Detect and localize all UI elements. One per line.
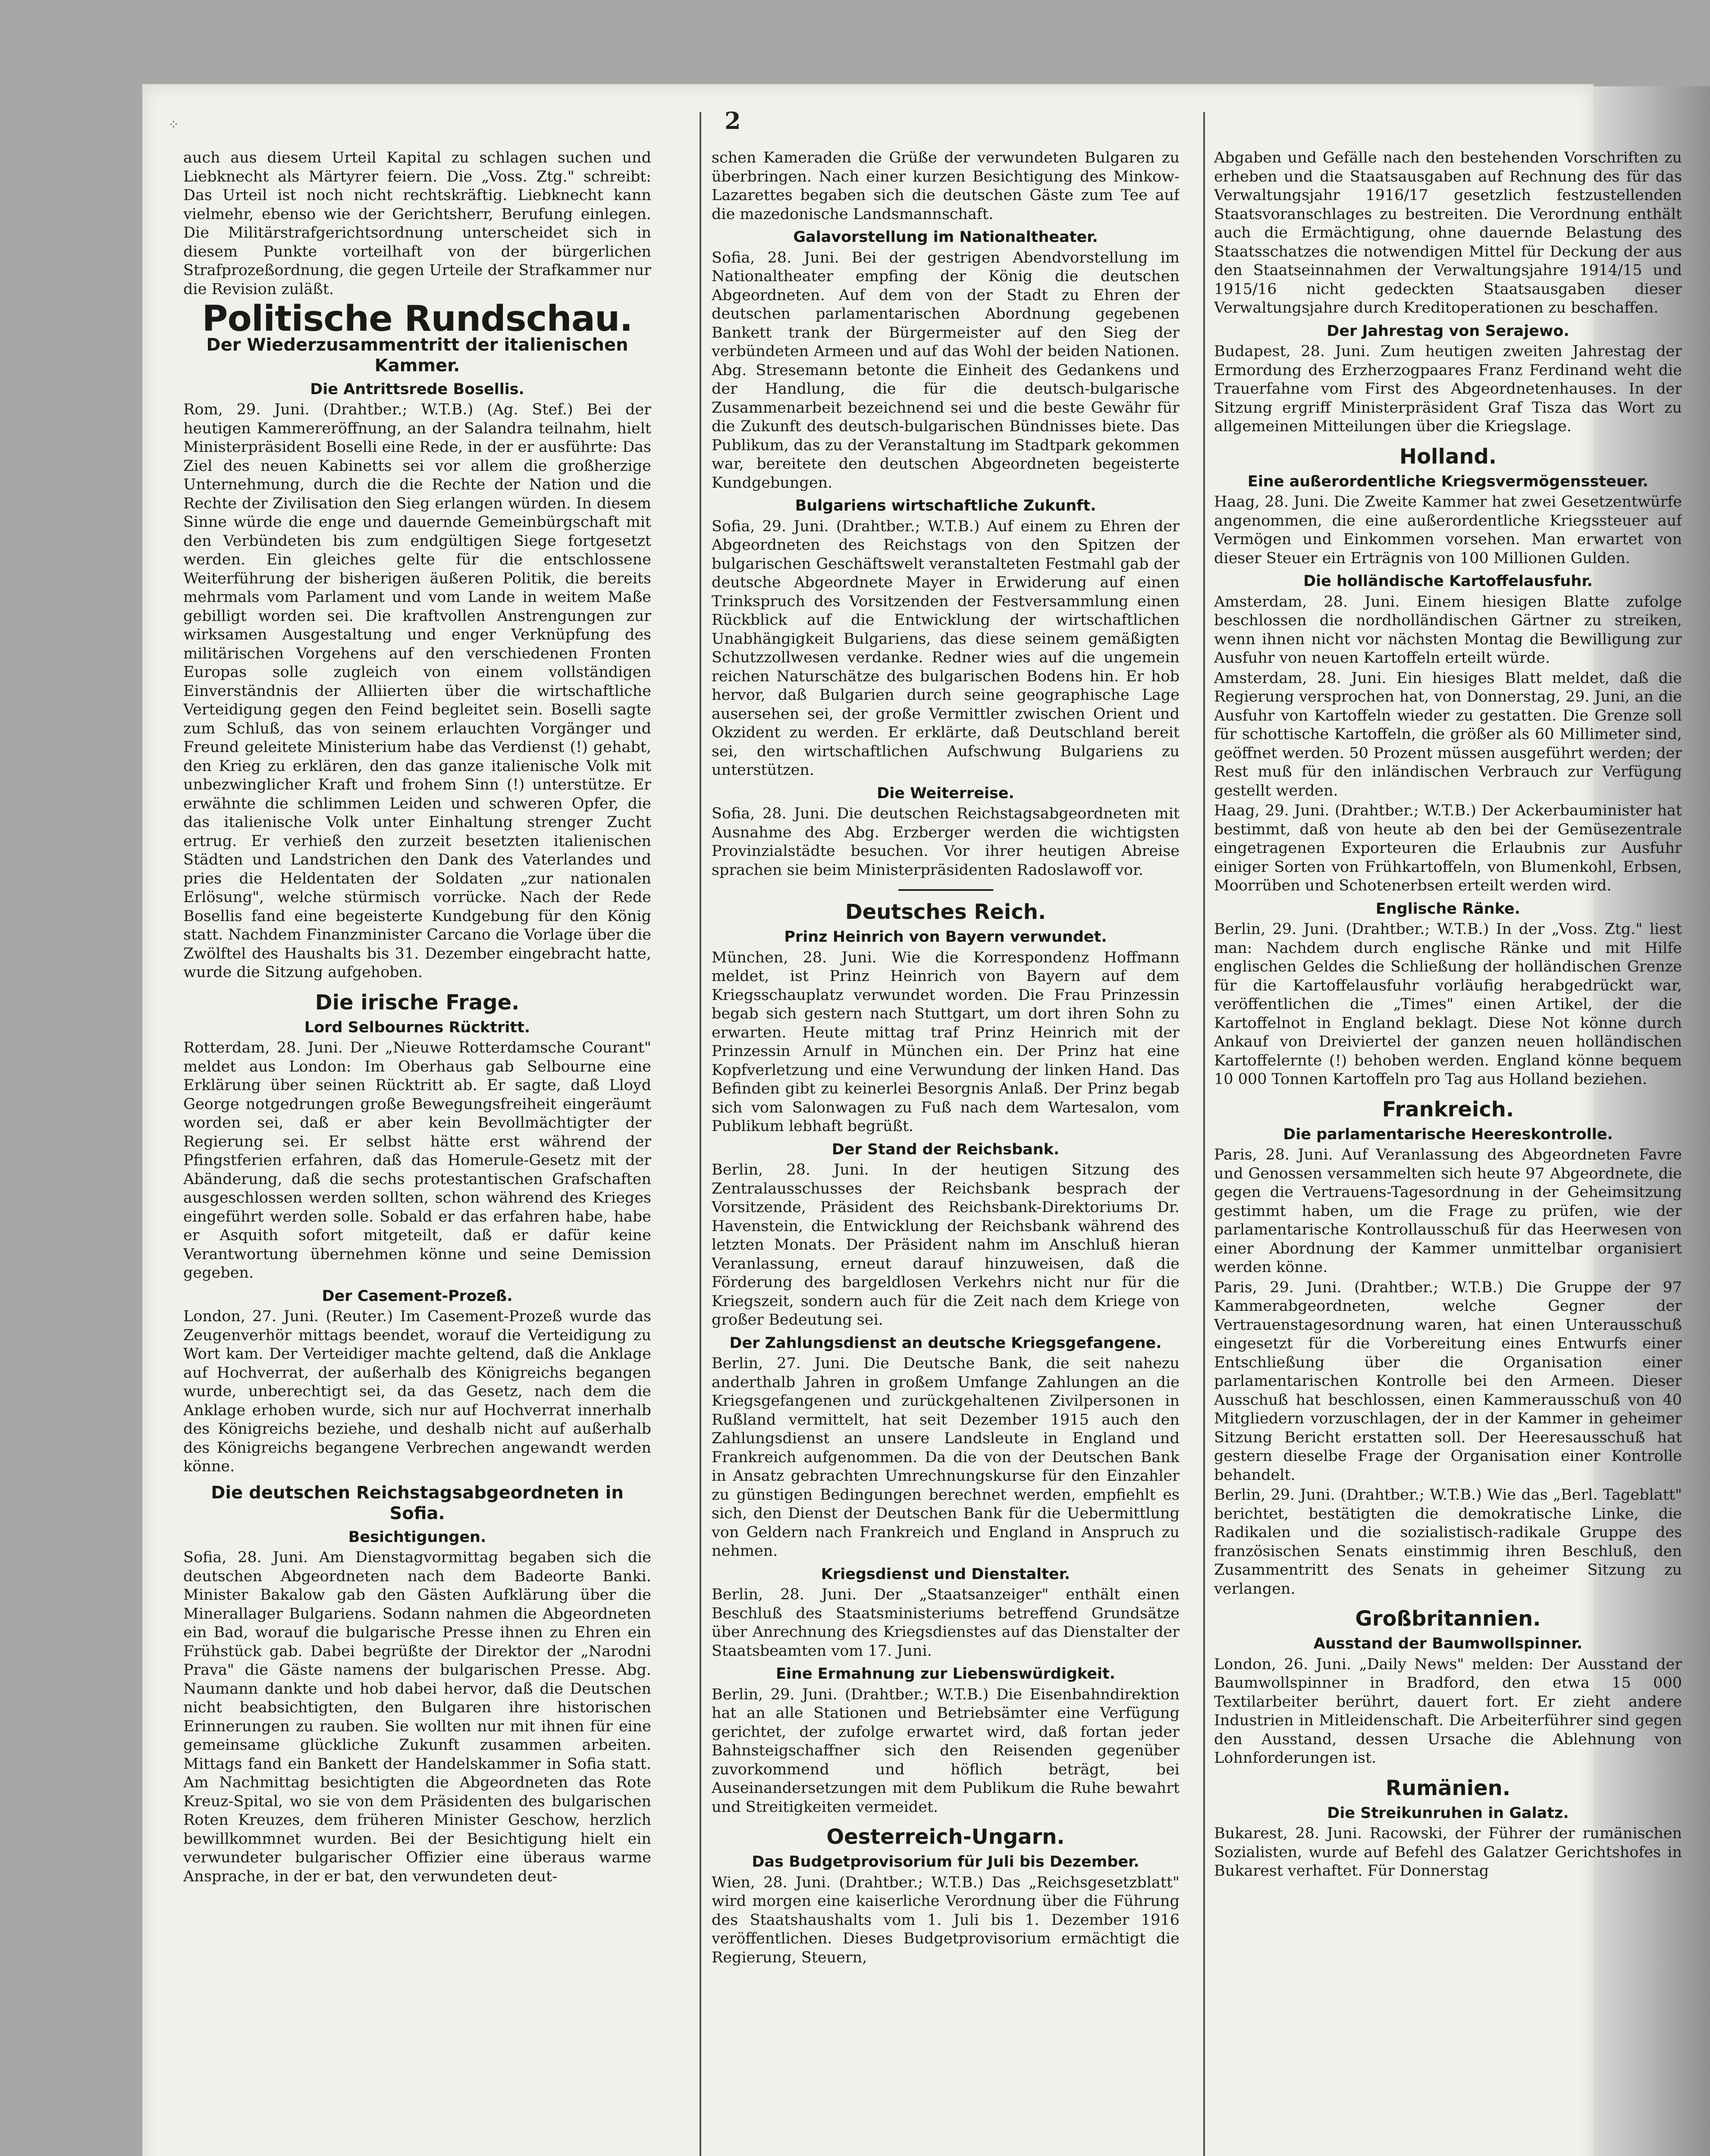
article-text: Rotterdam, 28. Juni. Der „Nieuwe Rotterdamsche Courant" meldet aus London: Im Oberhaus gab Selbourne eine Erklärung über seinen Rücktritt ab. Er sagte, daß Lloyd George notgedrungen große Bewegungsfreiheit eingeräumt worden sei, daß er aber kein Bevollmächtigter der Regierung sei. Er selbst hätte erst während der Pfingstferien erfahren, daß das Homerule-Gesetz mit der Abänderung, daß die sechs protestantischen Grafschaften ausgeschlossen werden sollten, schon während des Krieges eingeführt werden solle. Sobald er das erfahren habe, habe er Asquith sofort mitgeteilt, daß er dafür keine Verantwortung übernehmen könne und seine Demission gegeben.	[183, 1039, 651, 1282]
article-text: Rom, 29. Juni. (Drahtber.; W.T.B.) (Ag. Stef.) Bei der heutigen Kammereröffnung, an der Salandra teilnahm, hielt Ministerpräsident Boselli eine Rede, in der er ausführte: Das Ziel des neuen Kabinetts sei vor allem die großherzige Unternehmung, durch die die Rechte der Nation und die Rechte der Zivilisation den Sieg erlangen würden. In diesem Sinne würde die enge und dauernde Gemeinbürgschaft mit den Verbündeten bis zum endgültigen Siege fortgesetzt werden. Ein gleiches gelte für die entschlossene Weiterführung der bisherigen äußeren Politik, die bereits mehrmals vom Parlament und vom Lande in weitem Maße gebilligt worden sei. Die kraftvollen Anstrengungen zur wirksamen Ausgestaltung und enger Verknüpfung des militärischen Vorgehens auf den verschiedenen Fronten Europas solle zugleich von einem vollständigen Einverständnis der Alliierten über die wirtschaftliche Verteidigung gegen den Feind begleitet sein. Boselli sagte zum Schluß, das von seinem erlauchten Vorgänger und Freund geleitete Ministerium habe das Verdienst (!) gehabt, den Krieg zu erklären, den das ganze italienische Volk mit unbezwinglicher Kraft und frohem Sinn (!) unterstütze. Er erwähnte die schlimmen Leiden und schweren Opfer, die das italienische Volk unter Einhaltung strenger Zucht ertrug. Er verhieß den zurzeit besetzten italienischen Städten und Landstrichen den Dank des Vaterlandes und pries die Heldentaten der Soldaten „zur nationalen Erlösung", welche stürmisch vorrücke. Nach der Rede Bosellis fand eine begeisterte Kundgebung für den König statt. Nachdem Finanzminister Carcano die Vorlage über die Zwölftel des Haushalts bis 31. Dezember eingebracht hatte, wurde die Sitzung aufgehoben.	[183, 401, 651, 981]
article-headline: Großbritannien.	[1355, 1607, 1541, 1631]
article-text: Sofia, 28. Juni. Die deutschen Reichstagsabgeordneten mit Ausnahme des Abg. Erzberger werden die wichtigsten Provinzialstädte besuchen. Vor ihrer heutigen Abreise sprachen sie beim Ministerpräsidenten Radoslawoff vor.	[712, 805, 1180, 879]
article-headline: Die irische Frage.	[315, 990, 520, 1015]
article-text: London, 26. Juni. „Daily News" melden: Der Ausstand der Baumwollspinner in Bradford, den etwa 15 000 Textilarbeiter berührt, dauert fort. Er zieht andere Industrien in Mitleidenschaft. Die Arbeiterführer sind gegen den Ausstand, dessen Ursache die Ablehnung von Lohnforderungen ist.	[1214, 1655, 1682, 1767]
article-subheadline: Das Budgetprovisorium für Juli bis Dezember.	[752, 1853, 1139, 1871]
column-rule-1	[700, 112, 701, 2156]
article-text: Berlin, 29. Juni. (Drahtber.; W.T.B.) Wie das „Berl. Tageblatt" berichtet, bestätigten die demokratische Linke, die Radikalen und die sozialistisch-radikale Gruppe des französischen Senats einstimmig ihren Beschluß, den Zusammentritt des Senats in geheimer Sitzung zu verlangen.	[1214, 1486, 1682, 1598]
article-subheadline: Der Stand der Reichsbank.	[831, 1141, 1060, 1158]
article-subheadline: Die Weiterreise.	[877, 784, 1014, 802]
article-subheadline: Die Antrittsrede Bosellis.	[310, 380, 524, 398]
article-text: Haag, 29. Juni. (Drahtber.; W.T.B.) Der Ackerbauminister hat bestimmt, daß von heute ab den bei der Gemüsezentrale eingetragenen Exporteuren die Erlaubnis zur Ausfuhr einiger Sorten von Frühkartoffeln, von Blumenkohl, Erbsen, Moorrüben und Schotenerbsen erteilt werden wird.	[1214, 802, 1682, 894]
column-rule-2	[1203, 112, 1205, 2156]
page-number: 2	[725, 107, 741, 135]
article-text: Bukarest, 28. Juni. Racowski, der Führer der rumänischen Sozialisten, wurde auf Befehl des Galatzer Gerichtshofes in Bukarest verhaftet. Für Donnerstag	[1214, 1825, 1682, 1880]
article-text: Berlin, 27. Juni. Die Deutsche Bank, die seit nahezu anderthalb Jahren in großem Umfange Zahlungen an die Kriegsgefangenen und zurückgehaltenen Zivilpersonen in Rußland vermittelt, hat seit Dezember 1915 auch den Zahlungsdienst an unsere Landsleute in England und Frankreich aufgenommen. Da die von der Deutschen Bank in Ansatz gebrachten Umrechnungskurse für den Einzahler zu günstigen Bedingungen berechnet werden, empfiehlt es sich, den Dienst der Deutschen Bank für die Uebermittlung von Geldern nach Frankreich und England in Anspruch zu nehmen.	[712, 1355, 1180, 1560]
article-subheadline: Eine außerordentliche Kriegsvermögenssteuer.	[1247, 473, 1649, 490]
article-text: Haag, 28. Juni. Die Zweite Kammer hat zwei Gesetzentwürfe angenommen, die eine außerordentliche Kriegssteuer auf Vermögen und Einkommen vorsehen. Man erwartet von dieser Steuer ein Erträgnis von 100 Millionen Gulden.	[1214, 493, 1682, 567]
article-text: Amsterdam, 28. Juni. Ein hiesiges Blatt meldet, daß die Regierung versprochen hat, von Donnerstag, 29. Juni, an die Ausfuhr von Kartoffeln wieder zu gestatten. Die Grenze soll für schottische Kartoffeln, die größer als 60 Millimeter sind, geöffnet werden. 50 Prozent müssen ausgeführt werden; der Rest muß für den inländischen Verbrauch zur Verfügung gestellt werden.	[1214, 669, 1682, 799]
article-subheadline: Der Zahlungsdienst an deutsche Kriegsgefangene.	[729, 1334, 1162, 1352]
article-subheadline: Die parlamentarische Heereskontrolle.	[1283, 1125, 1613, 1143]
article-text: Budapest, 28. Juni. Zum heutigen zweiten Jahrestag der Ermordung des Erzherzogpaares Franz Ferdinand weht die Trauerfahne vom First des Abgeordnetenhauses. In der Sitzung ergriff Ministerpräsident Graf Tisza das Wort zu allgemeinen Mitteilungen über die Kriegslage.	[1214, 343, 1682, 435]
article-text: Paris, 29. Juni. (Drahtber.; W.T.B.) Die Gruppe der 97 Kammerabgeordneten, welche Gegner der Vertrauenstagesordnung waren, hat einen Unterausschuß eingesetzt für die Vorbereitung eines Entwurfs einer Entschließung über die Organisation einer parlamentarischen Kontrolle bei den Armeen. Dieser Ausschuß hat beschlossen, einen Kammerausschuß von 40 Mitgliedern vorzuschlagen, der in der Kammer in geheimer Sitzung Bericht erstatten soll. Der Heeresausschuß hat gestern dieselbe Frage der Organisation einer Kontrolle behandelt.	[1214, 1279, 1682, 1484]
article-text: auch aus diesem Urteil Kapital zu schlagen suchen und Liebknecht als Märtyrer feiern. Die „Voss. Ztg." schreibt: Das Urteil ist noch nicht rechtskräftig. Liebknecht kann vielmehr, ebenso wie der Gerichtsherr, Berufung einlegen. Die Militärstrafgerichtsordnung unterscheidet sich in diesem Punkte vorteilhaft von der bürgerlichen Strafprozeßordnung, die gegen Urteile der Strafkammer nur die Revision zuläßt.	[183, 149, 651, 298]
article-text: Berlin, 28. Juni. In der heutigen Sitzung des Zentralausschusses der Reichsbank besprach der Vorsitzende, Präsident des Reichsbank-Direktoriums Dr. Havenstein, die Entwicklung der Reichsbank während des letzten Monats. Der Präsident nahm im Anschluß hieran Veranlassung, erneut darauf hinzuweisen, daß die Förderung des bargeldlosen Verkehrs nicht nur für die Kriegszeit, sondern auch für die Zeit nach dem Kriege von großer Bedeutung sei.	[712, 1161, 1180, 1329]
article-headline: Oesterreich-Ungarn.	[826, 1825, 1065, 1849]
article-text: London, 27. Juni. (Reuter.) Im Casement-Prozeß wurde das Zeugenverhör mittags beendet, worauf die Verteidigung zu Wort kam. Der Verteidiger machte geltend, daß die Anklage auf Hochverrat, der außerhalb des Königreichs begangen wurde, unberechtigt sei, da das Gesetz, nach dem die Anklage erhoben wurde, sich nur auf Hochverrat innerhalb des Königreichs beziehe, und deshalb nicht auf außerhalb des Königreichs begangene Verbrechen angewandt werden könne.	[183, 1308, 651, 1475]
article-subheadline: Der Casement-Prozeß.	[322, 1287, 513, 1305]
article-text: Sofia, 28. Juni. Bei der gestrigen Abendvorstellung im Nationaltheater empfing der König die deutschen Abgeordneten. Auf dem von der Stadt zu Ehren der deutschen parlamentarischen Abordnung gegebenen Bankett trank der Bürgermeister auf den Sieg der verbündeten Armeen und auf das Wohl der beiden Nationen. Abg. Stresemann betonte die Einheit des Gedankens und der Handlung, die für die deutsch-bulgarische Zusammenarbeit bezeichnend sei und die beste Gewähr für die Zukunft des deutsch-bulgarischen Bündnisses biete. Das Publikum, das zu der Veranstaltung im Stadtpark gekommen war, bereitete den deutschen Abgeordneten begeisterte Kundgebungen.	[712, 249, 1180, 492]
article-headline: Der Wiederzusammentritt der italienischen Kammer.	[206, 335, 628, 376]
article-text: Berlin, 29. Juni. (Drahtber.; W.T.B.) Die Eisenbahndirektion hat an alle Stationen und Betriebsämter eine Verfügung gerichtet, der zufolge erwartet wird, daß fortan jeder Bahnsteigschaffner sich den Reisenden gegenüber zuvorkommend und höflich beträgt, bei Auseinandersetzungen mit dem Publikum die Ruhe bewahrt und Streitigkeiten vermeidet.	[712, 1686, 1180, 1816]
article-text: Abgaben und Gefälle nach den bestehenden Vorschriften zu erheben und die Staatsausgaben auf Rechnung des für das Verwaltungsjahr 1916/17 gesetzlich festzustellenden Staatsvoranschlages zu bestreiten. Die Verordnung enthält auch die Ermächtigung, ohne dauernde Belastung des Staatsschatzes die notwendigen Mittel für Deckung der aus den Staatseinnahmen der Verwaltungsjahre 1914/15 und 1915/16 nicht gedeckten Staatsausgaben dieser Verwaltungsjahre durch Kreditoperationen zu beschaffen.	[1214, 149, 1682, 317]
column-1	[183, 149, 651, 2156]
article-subheadline: Ausstand der Baumwollspinner.	[1313, 1635, 1583, 1652]
article-headline: Holland.	[1399, 444, 1497, 469]
article-subheadline: Galavorstellung im Nationaltheater.	[793, 229, 1098, 246]
article-text: Sofia, 28. Juni. Am Dienstagvormittag begaben sich die deutschen Abgeordneten nach dem Badeorte Banki. Minister Bakalow gab den Gästen Aufklärung über die Minerallager Bulgariens. Sodann nahmen die Abgeordneten ein Bad, worauf die bulgarische Presse ihnen zu Ehren ein Frühstück gab. Dabei begrüßte der Direktor der „Narodni Prava" die Gäste namens der bulgarischen Presse. Abg. Naumann dankte und hob dabei hervor, daß die Deutschen nicht beabsichtigten, den Bulgaren ihre historischen Erinnerungen zu rauben. Sie wollten nur mit ihnen für eine gemeinsame glückliche Zukunft zusammen arbeiten. Mittags fand ein Bankett der Handelskammer in Sofia statt. Am Nachmittag besichtigten die Abgeordneten das Rote Kreuz-Spital, wo sie von dem Präsidenten des bulgarischen Roten Kreuzes, dem früheren Minister Geschow, herzlich bewillkommnet wurden. Bei der Besichtigung hielt ein verwundeter bulgarischer Offizier eine überaus warme Ansprache, in der er bat, den verwundeten deut-	[183, 1549, 651, 1885]
article-text: Amsterdam, 28. Juni. Einem hiesigen Blatte zufolge beschlossen die nordholländischen Gärtner zu streiken, wenn ihnen nicht vor nächsten Montag die Bewilligung zur Ausfuhr von neuen Kartoffeln erteilt würde.	[1214, 593, 1682, 667]
article-text: Berlin, 28. Juni. Der „Staatsanzeiger" enthält einen Beschluß des Staatsministeriums betreffend Grundsätze über Anrechnung des Kriegsdienstes auf das Dienstalter der Staatsbeamten vom 17. Juni.	[712, 1586, 1180, 1660]
article-text: Sofia, 29. Juni. (Drahtber.; W.T.B.) Auf einem zu Ehren der Abgeordneten des Reichstags von den Spitzen der bulgarischen Geschäftswelt veranstalteten Festmahl gab der deutsche Abgeordnete Mayer in Erwiderung auf einen Trinkspruch des Vorsitzenden der Festversammlung einen Rückblick auf die Entwicklung der wirtschaftlichen Unabhängigkeit Bulgariens, das diese seinem gemäßigten Schutzzollwesen verdanke. Redner wies auf die ungemein reichen Naturschätze des bulgarischen Bodens hin. Er hob hervor, daß Bulgarien durch seine geographische Lage ausersehen sei, der große Vermittler zwischen Orient und Okzident zu werden. Er erklärte, daß Deutschland bereit sei, den wirtschaftlichen Aufschwung Bulgariens zu unterstützen.	[712, 517, 1180, 779]
separator-rule	[898, 889, 993, 891]
article-text: München, 28. Juni. Wie die Korrespondenz Hoffmann meldet, ist Prinz Heinrich von Bayern auf dem Kriegsschauplatz verwundet worden. Die Frau Prinzessin begab sich gestern nach Stuttgart, um dort ihren Sohn zu erwarten. Heute mittag traf Prinz Heinrich mit der Prinzessin Arnulf in München ein. Der Prinz hat eine Kopfverletzung und eine Verwundung der linken Hand. Das Befinden gibt zu keinerlei Besorgnis Anlaß. Der Prinz begab sich vom Salonwagen zu Fuß nach dem Wartesalon, vom Publikum lebhaft begrüßt.	[712, 949, 1180, 1135]
article-headline: Die deutschen Reichstagsabgeordneten in Sofia.	[211, 1482, 624, 1523]
article-text: Berlin, 29. Juni. (Drahtber.; W.T.B.) In der „Voss. Ztg." liest man: Nachdem durch englische Ränke und mit Hilfe englischen Geldes die Schließung der holländischen Grenze für die Kartoffelausfuhr vorläufig herabgedrückt war, veröffentlichen die „Times" einen Artikel, der die Kartoffelnot in England beklagt. Diese Not könne durch Ankauf von Dreiviertel der ganzen neuen holländischen Kartoffelernte (!) behoben werden. England könne bequem 10 000 Tonnen Kartoffeln pro Tag aus Holland beziehen.	[1214, 921, 1682, 1088]
article-text: schen Kameraden die Grüße der verwundeten Bulgaren zu überbringen. Nach einer kurzen Besichtigung des Minkow-Lazarettes begaben sich die deutschen Gäste zum Tee auf die mazedonische Landsmannschaft.	[712, 149, 1180, 223]
article-subheadline: Besichtigungen.	[348, 1528, 486, 1546]
article-subheadline: Kriegsdienst und Dienstalter.	[821, 1565, 1070, 1583]
article-subheadline: Die Streikunruhen in Galatz.	[1327, 1804, 1569, 1822]
article-subheadline: Bulgariens wirtschaftliche Zukunft.	[795, 497, 1096, 514]
article-headline: Frankreich.	[1382, 1097, 1514, 1122]
article-subheadline: Der Jahrestag von Serajewo.	[1327, 322, 1569, 340]
article-subheadline: Lord Selbournes Rücktritt.	[304, 1018, 530, 1036]
article-headline: Rumänien.	[1385, 1776, 1511, 1800]
article-text: Wien, 28. Juni. (Drahtber.; W.T.B.) Das „Reichsgesetzblatt" wird morgen eine kaiserliche Verordnung über die Führung des Staatshaushalts vom 1. Juli bis 1. Dezember 1916 veröffentlichen. Dieses Budgetprovisorium ermächtigt die Regierung, Steuern,	[712, 1874, 1180, 1966]
article-subheadline: Englische Ränke.	[1375, 900, 1521, 918]
article-text: Paris, 28. Juni. Auf Veranlassung des Abgeordneten Favre und Genossen versammelten sich heute 97 Abgeordnete, die gegen die Vertrauens-Tagesordnung in der Geheimsitzung gestimmt haben, um die Frage zu prüfen, wie der parlamentarische Kontrollausschuß für das Heerwesen von einer Abordnung der Kammer unmittelbar organisiert werden könne.	[1214, 1146, 1682, 1276]
article-headline: Deutsches Reich.	[845, 900, 1046, 924]
scan-mark: ⁘	[168, 117, 179, 132]
column-3	[1214, 149, 1682, 2156]
article-subheadline: Eine Ermahnung zur Liebenswürdigkeit.	[776, 1665, 1115, 1683]
section-title: Politische Rundschau.	[202, 298, 633, 339]
column-2	[712, 149, 1180, 2156]
article-subheadline: Prinz Heinrich von Bayern verwundet.	[784, 928, 1107, 946]
article-subheadline: Die holländische Kartoffelausfuhr.	[1303, 573, 1593, 590]
